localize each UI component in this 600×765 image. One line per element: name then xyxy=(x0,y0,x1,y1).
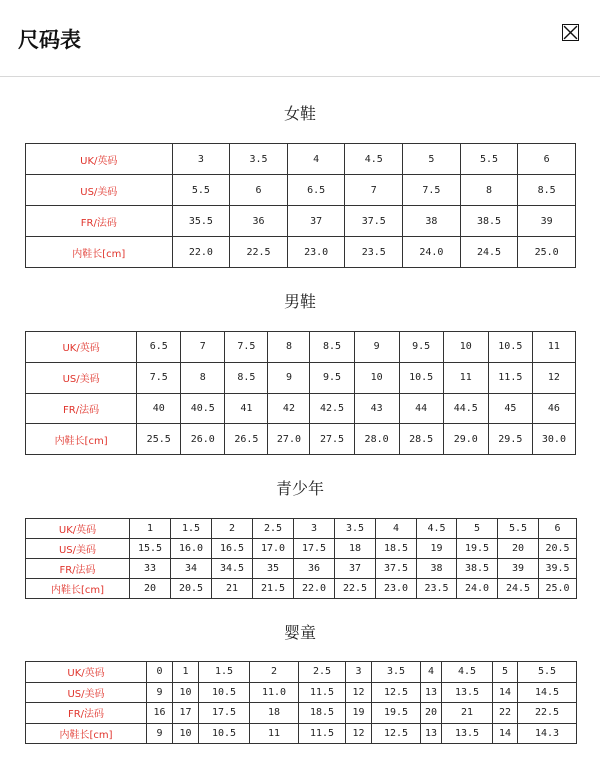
size-row-fr xyxy=(26,393,576,424)
size-cell: 22.0 xyxy=(294,579,335,599)
row-label: 内鞋长[cm] xyxy=(26,424,137,455)
size-cell: 22 xyxy=(493,703,518,724)
size-cell: 7 xyxy=(181,332,225,363)
size-cell: 27.0 xyxy=(268,424,310,455)
size-cell: 2 xyxy=(250,662,299,683)
size-cell: 8.5 xyxy=(310,332,354,363)
size-cell: 0 xyxy=(147,662,173,683)
size-cell: 9 xyxy=(147,682,173,703)
size-cell: 17.5 xyxy=(294,539,335,559)
size-cell: 23.5 xyxy=(345,237,403,268)
size-cell: 10 xyxy=(354,362,399,393)
size-row-insole xyxy=(26,723,577,744)
size-cell: 34.5 xyxy=(212,559,253,579)
size-cell: 8.5 xyxy=(225,362,268,393)
size-cell: 19.5 xyxy=(372,703,421,724)
size-cell: 25.5 xyxy=(137,424,181,455)
row-label: UK/英码 xyxy=(26,144,173,175)
size-cell: 7 xyxy=(345,175,403,206)
size-cell: 20.5 xyxy=(539,539,577,559)
size-row-uk xyxy=(26,144,576,175)
size-cell: 38.5 xyxy=(460,206,518,237)
size-cell: 12 xyxy=(346,682,372,703)
size-cell: 38.5 xyxy=(457,559,498,579)
size-cell: 5.5 xyxy=(498,519,539,539)
size-cell: 23.0 xyxy=(287,237,345,268)
size-cell: 11 xyxy=(532,332,575,363)
size-cell: 28.5 xyxy=(399,424,443,455)
size-cell: 9 xyxy=(147,723,173,744)
size-cell: 12.5 xyxy=(372,723,421,744)
size-cell: 11.5 xyxy=(299,682,346,703)
size-cell: 17.0 xyxy=(253,539,294,559)
size-cell: 23.5 xyxy=(417,579,457,599)
size-cell: 2.5 xyxy=(253,519,294,539)
size-cell: 21.5 xyxy=(253,579,294,599)
size-cell: 33 xyxy=(130,559,171,579)
size-cell: 35 xyxy=(253,559,294,579)
size-cell: 18 xyxy=(250,703,299,724)
size-cell: 28.0 xyxy=(354,424,399,455)
size-cell: 17.5 xyxy=(199,703,250,724)
size-cell: 3 xyxy=(294,519,335,539)
size-cell: 10.5 xyxy=(399,362,443,393)
row-label: 内鞋长[cm] xyxy=(26,237,173,268)
size-row-us xyxy=(26,539,577,559)
row-label: FR/法码 xyxy=(26,393,137,424)
size-cell: 11.0 xyxy=(250,682,299,703)
size-cell: 3 xyxy=(172,144,230,175)
size-cell: 24.0 xyxy=(403,237,461,268)
size-cell: 2.5 xyxy=(299,662,346,683)
size-cell: 38 xyxy=(403,206,461,237)
size-cell: 46 xyxy=(532,393,575,424)
size-cell: 3.5 xyxy=(335,519,376,539)
size-cell: 15.5 xyxy=(130,539,171,559)
size-cell: 17 xyxy=(173,703,199,724)
size-row-us xyxy=(26,682,577,703)
size-cell: 37.5 xyxy=(376,559,417,579)
size-cell: 27.5 xyxy=(310,424,354,455)
row-label: US/美码 xyxy=(26,682,147,703)
size-cell: 13.5 xyxy=(442,682,493,703)
row-label: US/美码 xyxy=(26,362,137,393)
size-row-us xyxy=(26,362,576,393)
size-cell: 13.5 xyxy=(442,723,493,744)
size-cell: 10 xyxy=(443,332,488,363)
size-cell: 30.0 xyxy=(532,424,575,455)
size-cell: 8 xyxy=(181,362,225,393)
size-table-youth xyxy=(25,518,577,599)
size-cell: 10 xyxy=(173,723,199,744)
size-cell: 42.5 xyxy=(310,393,354,424)
size-cell: 21 xyxy=(442,703,493,724)
modal-title: 尺码表 xyxy=(18,28,81,52)
size-cell: 11 xyxy=(250,723,299,744)
size-cell: 1.5 xyxy=(199,662,250,683)
size-cell: 36 xyxy=(230,206,288,237)
size-cell: 29.0 xyxy=(443,424,488,455)
size-cell: 11.5 xyxy=(299,723,346,744)
modal-header xyxy=(0,0,600,77)
size-cell: 44 xyxy=(399,393,443,424)
size-row-uk xyxy=(26,332,576,363)
row-label: UK/英码 xyxy=(26,662,147,683)
size-cell: 19 xyxy=(417,539,457,559)
size-cell: 37 xyxy=(287,206,345,237)
size-cell: 8 xyxy=(268,332,310,363)
size-cell: 22.5 xyxy=(230,237,288,268)
size-cell: 1 xyxy=(130,519,171,539)
size-row-insole xyxy=(26,579,577,599)
size-cell: 9.5 xyxy=(399,332,443,363)
size-cell: 8 xyxy=(460,175,518,206)
size-cell: 12 xyxy=(532,362,575,393)
size-table-infant xyxy=(25,661,577,744)
size-cell: 5 xyxy=(457,519,498,539)
size-cell: 25.0 xyxy=(539,579,577,599)
row-label: US/美码 xyxy=(26,539,130,559)
size-cell: 16.5 xyxy=(212,539,253,559)
size-cell: 10.5 xyxy=(199,723,250,744)
row-label: 内鞋长[cm] xyxy=(26,723,147,744)
row-label: FR/法码 xyxy=(26,703,147,724)
size-cell: 36 xyxy=(294,559,335,579)
size-row-insole xyxy=(26,237,576,268)
size-cell: 5.5 xyxy=(172,175,230,206)
size-cell: 14.3 xyxy=(518,723,577,744)
size-cell: 18 xyxy=(335,539,376,559)
size-cell: 6.5 xyxy=(287,175,345,206)
size-cell: 11.5 xyxy=(488,362,532,393)
size-cell: 41 xyxy=(225,393,268,424)
size-cell: 4 xyxy=(421,662,442,683)
size-row-us xyxy=(26,175,576,206)
size-cell: 14.5 xyxy=(518,682,577,703)
size-cell: 4.5 xyxy=(442,662,493,683)
size-cell: 9 xyxy=(354,332,399,363)
size-cell: 5.5 xyxy=(518,662,577,683)
size-cell: 13 xyxy=(421,682,442,703)
size-cell: 3 xyxy=(346,662,372,683)
size-cell: 22.5 xyxy=(518,703,577,724)
size-cell: 24.5 xyxy=(498,579,539,599)
size-cell: 3.5 xyxy=(230,144,288,175)
size-cell: 13 xyxy=(421,723,442,744)
size-cell: 37.5 xyxy=(345,206,403,237)
size-cell: 21 xyxy=(212,579,253,599)
size-row-fr xyxy=(26,703,577,724)
size-cell: 40 xyxy=(137,393,181,424)
size-cell: 19 xyxy=(346,703,372,724)
size-cell: 12.5 xyxy=(372,682,421,703)
row-label: 内鞋长[cm] xyxy=(26,579,130,599)
section-title-infant: 婴童 xyxy=(283,623,316,642)
row-label: FR/法码 xyxy=(26,206,173,237)
size-cell: 10 xyxy=(173,682,199,703)
size-cell: 45 xyxy=(488,393,532,424)
size-cell: 18.5 xyxy=(299,703,346,724)
size-cell: 18.5 xyxy=(376,539,417,559)
size-cell: 6 xyxy=(539,519,577,539)
size-cell: 20.5 xyxy=(171,579,212,599)
size-cell: 43 xyxy=(354,393,399,424)
size-row-uk xyxy=(26,662,577,683)
size-cell: 24.5 xyxy=(460,237,518,268)
close-icon xyxy=(563,25,578,40)
size-cell: 1 xyxy=(173,662,199,683)
size-cell: 2 xyxy=(212,519,253,539)
size-cell: 16.0 xyxy=(171,539,212,559)
size-cell: 9 xyxy=(268,362,310,393)
size-cell: 14 xyxy=(493,682,518,703)
size-table-women xyxy=(25,143,576,268)
size-cell: 22.5 xyxy=(335,579,376,599)
section-title-men: 男鞋 xyxy=(283,292,316,311)
size-cell: 42 xyxy=(268,393,310,424)
size-cell: 16 xyxy=(147,703,173,724)
size-cell: 12 xyxy=(346,723,372,744)
size-cell: 9.5 xyxy=(310,362,354,393)
size-cell: 6.5 xyxy=(137,332,181,363)
size-cell: 24.0 xyxy=(457,579,498,599)
size-cell: 20 xyxy=(421,703,442,724)
size-cell: 4 xyxy=(376,519,417,539)
size-cell: 1.5 xyxy=(171,519,212,539)
size-row-uk xyxy=(26,519,577,539)
size-cell: 39 xyxy=(498,559,539,579)
size-cell: 26.0 xyxy=(181,424,225,455)
size-row-insole xyxy=(26,424,576,455)
row-label: UK/英码 xyxy=(26,519,130,539)
size-cell: 10.5 xyxy=(488,332,532,363)
size-cell: 29.5 xyxy=(488,424,532,455)
row-label: UK/英码 xyxy=(26,332,137,363)
size-cell: 20 xyxy=(130,579,171,599)
section-title-women: 女鞋 xyxy=(283,104,316,123)
size-cell: 7.5 xyxy=(137,362,181,393)
size-cell: 39.5 xyxy=(539,559,577,579)
size-cell: 5 xyxy=(493,662,518,683)
size-cell: 8.5 xyxy=(518,175,576,206)
size-cell: 10.5 xyxy=(199,682,250,703)
size-cell: 44.5 xyxy=(443,393,488,424)
size-cell: 26.5 xyxy=(225,424,268,455)
size-cell: 4.5 xyxy=(417,519,457,539)
size-cell: 22.0 xyxy=(172,237,230,268)
size-cell: 14 xyxy=(493,723,518,744)
size-cell: 6 xyxy=(230,175,288,206)
size-cell: 34 xyxy=(171,559,212,579)
size-cell: 23.0 xyxy=(376,579,417,599)
size-cell: 38 xyxy=(417,559,457,579)
size-cell: 25.0 xyxy=(518,237,576,268)
size-cell: 4 xyxy=(287,144,345,175)
size-cell: 37 xyxy=(335,559,376,579)
size-cell: 20 xyxy=(498,539,539,559)
row-label: FR/法码 xyxy=(26,559,130,579)
size-cell: 5.5 xyxy=(460,144,518,175)
size-row-fr xyxy=(26,206,576,237)
size-cell: 40.5 xyxy=(181,393,225,424)
size-cell: 11 xyxy=(443,362,488,393)
size-cell: 35.5 xyxy=(172,206,230,237)
size-cell: 19.5 xyxy=(457,539,498,559)
close-button[interactable] xyxy=(562,24,579,41)
size-cell: 7.5 xyxy=(403,175,461,206)
size-cell: 7.5 xyxy=(225,332,268,363)
size-cell: 4.5 xyxy=(345,144,403,175)
size-table-men xyxy=(25,331,576,455)
size-cell: 5 xyxy=(403,144,461,175)
section-title-youth: 青少年 xyxy=(275,479,324,498)
size-cell: 39 xyxy=(518,206,576,237)
size-row-fr xyxy=(26,559,577,579)
size-cell: 3.5 xyxy=(372,662,421,683)
size-cell: 6 xyxy=(518,144,576,175)
row-label: US/美码 xyxy=(26,175,173,206)
